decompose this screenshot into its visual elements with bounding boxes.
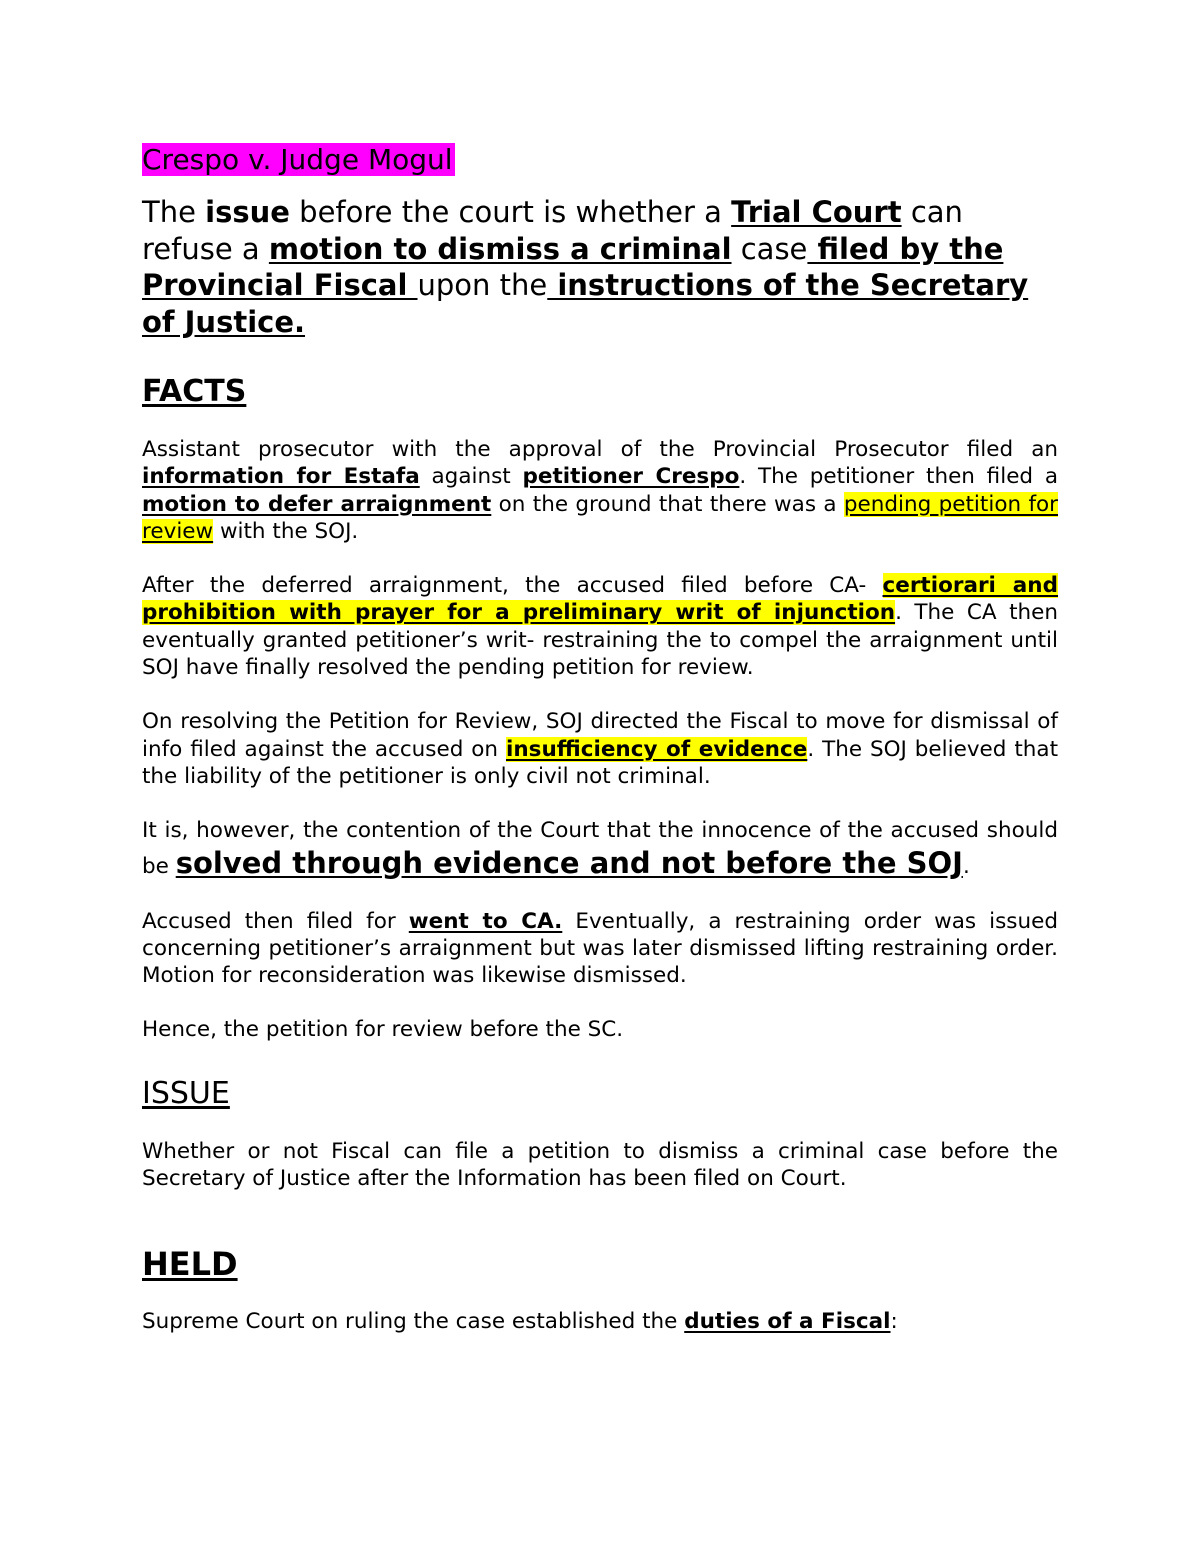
pending-petition-term: pending petition for review <box>142 491 1059 544</box>
held-heading-text: HELD <box>142 1245 238 1284</box>
held-heading <box>142 1244 1058 1284</box>
insufficiency-term: insufficiency of evidence <box>505 736 808 762</box>
issue-text: Whether or not Fiscal can file a petition to dismiss a criminal case before the Secretary of Justice after the Information has been filed on Court. <box>142 1138 1058 1192</box>
facts-text: with the SOJ. <box>213 518 359 544</box>
went-to-ca-term: went to CA. <box>408 908 563 934</box>
lead-text: upon the <box>417 268 548 302</box>
facts-paragraph-5 <box>142 908 1058 990</box>
issue-statement <box>142 194 1058 340</box>
facts-paragraph-2 <box>142 572 1058 681</box>
lead-text: before the court is whether a <box>289 195 732 229</box>
facts-text: Accused then filed for <box>142 908 409 934</box>
motion-term: motion to dismiss a criminal <box>268 231 732 266</box>
facts-text: Eventually, a restraining order was issued concerning petitioner’s arraignment but was later dismissed lifting restraining order. Motion for reconsideration was likewise dismissed. <box>142 908 1059 989</box>
facts-text: . <box>962 853 970 879</box>
certiorari-term: certiorari and prohibition with prayer for a preliminary writ of injunction <box>142 573 1058 626</box>
solved-through-evidence-term: solved through evidence and not before the SOJ <box>175 845 963 880</box>
issue-keyword: issue <box>205 195 290 229</box>
petitioner-crespo-term: petitioner Crespo <box>522 464 740 490</box>
facts-text: . The petitioner then filed a <box>739 464 1059 490</box>
facts-heading-text: FACTS <box>142 374 247 409</box>
facts-text: After the deferred arraignment, the accused filed before CA- <box>142 573 883 599</box>
instructions-term: instructions of the Secretary <box>547 268 1029 302</box>
filed-by-term: filed by the Provincial Fiscal <box>142 231 1004 302</box>
facts-text: on the ground that there was a <box>491 491 844 517</box>
facts-text: Assistant prosecutor with the approval of the Provincial Prosecutor filed an <box>142 437 1058 462</box>
lead-text: can refuse a <box>142 195 963 266</box>
facts-text: On resolving the Petition for Review, SOJ directed the Fiscal to move for dismissal of info filed against the accused on <box>142 709 1058 762</box>
facts-paragraph-3 <box>142 708 1058 790</box>
duties-of-fiscal-term: duties of a Fiscal <box>684 1309 891 1335</box>
facts-heading <box>142 372 1058 412</box>
facts-text: against <box>419 464 523 490</box>
facts-paragraph-4 <box>142 817 1058 880</box>
facts-paragraph-1 <box>142 436 1058 545</box>
lead-text: The <box>142 195 206 229</box>
facts-text: . The CA then eventually granted petitioner’s writ- restraining the to compel the arraignment until SOJ have finally resolved the pending petition for review. <box>142 600 1058 681</box>
issue-heading <box>142 1074 1058 1114</box>
case-title-text: Crespo v. Judge Mogul <box>142 143 453 176</box>
motion-defer-term: motion to defer arraignment <box>142 491 492 517</box>
facts-text: It is, however, the contention of the Court that the innocence of the accused should be <box>142 818 1058 879</box>
held-text: Supreme Court on ruling the case established the <box>142 1309 685 1335</box>
issue-heading-text: ISSUE <box>142 1075 230 1111</box>
info-estafa-term: information for Estafa <box>142 464 420 490</box>
held-paragraph-1 <box>142 1308 1058 1335</box>
case-title <box>142 140 1058 180</box>
trial-court-term: Trial Court <box>731 195 902 229</box>
document-body <box>142 140 1058 1336</box>
lead-text: case <box>731 231 808 266</box>
held-text: : <box>890 1309 898 1335</box>
facts-text: . The SOJ believed that the liability of the petitioner is only civil not criminal. <box>142 736 1058 789</box>
of-justice-term: of Justice. <box>142 304 306 339</box>
facts-paragraph-6: Hence, the petition for review before the SC. <box>142 1017 624 1043</box>
